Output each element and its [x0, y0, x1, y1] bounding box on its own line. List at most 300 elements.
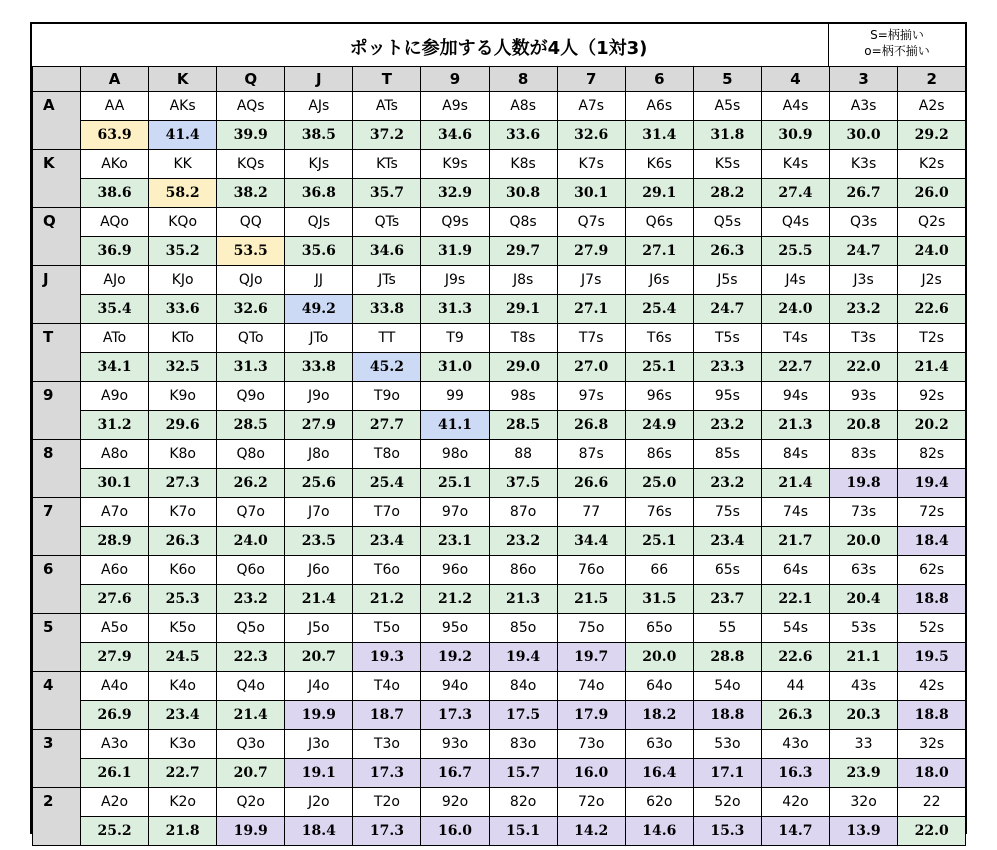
equity-value-cell: 31.2 [81, 411, 149, 440]
hand-cell: T7s [557, 324, 625, 353]
equity-value-cell: 19.8 [830, 469, 898, 498]
column-header-6: 6 [625, 67, 693, 92]
hand-cell: Q2s [898, 208, 966, 237]
equity-value-cell: 26.3 [149, 527, 217, 556]
hand-cell: 85o [489, 614, 557, 643]
hand-cell: Q2o [217, 788, 285, 817]
hand-cell: K4s [761, 150, 829, 179]
hand-cell: AJo [81, 266, 149, 295]
row-header-8: 8 [33, 440, 81, 498]
column-header-A: A [81, 67, 149, 92]
equity-value-cell: 27.1 [557, 295, 625, 324]
hand-cell: 74s [761, 498, 829, 527]
equity-value-cell: 16.4 [625, 759, 693, 788]
row-header-Q: Q [33, 208, 81, 266]
equity-value-cell: 23.3 [693, 353, 761, 382]
hand-cell: 94s [761, 382, 829, 411]
hand-cell: T2s [898, 324, 966, 353]
hand-cell: 92s [898, 382, 966, 411]
hand-cell: Q8o [217, 440, 285, 469]
equity-value-cell: 30.9 [761, 121, 829, 150]
hand-cell: Q3o [217, 730, 285, 759]
hand-cell: A4o [81, 672, 149, 701]
hand-cell: AJs [285, 92, 353, 121]
hand-row-J [33, 266, 966, 295]
hand-cell: K2o [149, 788, 217, 817]
hand-row-Q [33, 208, 966, 237]
column-header-3: 3 [830, 67, 898, 92]
equity-value-cell: 22.0 [898, 817, 966, 846]
hand-cell: A3s [830, 92, 898, 121]
hand-row-A [33, 92, 966, 121]
equity-value-cell: 26.3 [761, 701, 829, 730]
hand-cell: J8o [285, 440, 353, 469]
equity-value-cell: 21.4 [285, 585, 353, 614]
hand-cell: 32s [898, 730, 966, 759]
hand-cell: J8s [489, 266, 557, 295]
equity-value-cell: 35.7 [353, 179, 421, 208]
hand-cell: 75o [557, 614, 625, 643]
hand-cell: KTo [149, 324, 217, 353]
hand-cell: K6o [149, 556, 217, 585]
hand-cell: 93o [421, 730, 489, 759]
equity-value-cell: 21.2 [421, 585, 489, 614]
equity-value-cell: 24.7 [693, 295, 761, 324]
equity-value-cell: 31.3 [421, 295, 489, 324]
hand-cell: J9o [285, 382, 353, 411]
hand-cell: J6s [625, 266, 693, 295]
hand-cell: K2s [898, 150, 966, 179]
equity-value-cell: 22.1 [761, 585, 829, 614]
equity-value-cell: 17.3 [421, 701, 489, 730]
value-row-T [33, 353, 966, 382]
row-header-K: K [33, 150, 81, 208]
equity-value-cell: 14.6 [625, 817, 693, 846]
hand-cell: T7o [353, 498, 421, 527]
hand-cell: Q7s [557, 208, 625, 237]
hand-cell: T3s [830, 324, 898, 353]
legend-offsuit: o=柄不揃い [864, 44, 930, 58]
equity-value-cell: 22.3 [217, 643, 285, 672]
equity-value-cell: 31.4 [625, 121, 693, 150]
equity-value-cell: 23.4 [353, 527, 421, 556]
hand-cell: A4s [761, 92, 829, 121]
equity-value-cell: 26.9 [81, 701, 149, 730]
hand-row-5 [33, 614, 966, 643]
equity-value-cell: 24.5 [149, 643, 217, 672]
hand-cell: A6s [625, 92, 693, 121]
equity-value-cell: 22.7 [149, 759, 217, 788]
hand-cell: A5s [693, 92, 761, 121]
equity-value-cell: 23.2 [217, 585, 285, 614]
equity-value-cell: 23.2 [489, 527, 557, 556]
hand-cell: 84o [489, 672, 557, 701]
equity-value-cell: 19.3 [353, 643, 421, 672]
equity-value-cell: 19.4 [898, 469, 966, 498]
equity-value-cell: 15.7 [489, 759, 557, 788]
equity-value-cell: 27.0 [557, 353, 625, 382]
equity-value-cell: 21.3 [761, 411, 829, 440]
hand-cell: T9o [353, 382, 421, 411]
hand-cell: T5s [693, 324, 761, 353]
equity-value-cell: 21.4 [217, 701, 285, 730]
hand-cell: 93s [830, 382, 898, 411]
row-header-9: 9 [33, 382, 81, 440]
title-row [32, 24, 965, 68]
equity-value-cell: 27.7 [353, 411, 421, 440]
equity-value-cell: 20.3 [830, 701, 898, 730]
hand-cell: K3s [830, 150, 898, 179]
equity-value-cell: 58.2 [149, 179, 217, 208]
equity-value-cell: 20.7 [217, 759, 285, 788]
equity-value-cell: 16.0 [557, 759, 625, 788]
hand-cell: AQs [217, 92, 285, 121]
hand-cell: 63s [830, 556, 898, 585]
hand-cell: A6o [81, 556, 149, 585]
hand-cell: 32o [830, 788, 898, 817]
equity-value-cell: 41.1 [421, 411, 489, 440]
row-header-3: 3 [33, 730, 81, 788]
equity-value-cell: 17.9 [557, 701, 625, 730]
hand-cell: T8s [489, 324, 557, 353]
hand-cell: Q6s [625, 208, 693, 237]
value-row-3 [33, 759, 966, 788]
equity-value-cell: 23.4 [693, 527, 761, 556]
equity-value-cell: 27.1 [625, 237, 693, 266]
hand-cell: QQ [217, 208, 285, 237]
equity-value-cell: 30.1 [81, 469, 149, 498]
hand-cell: 53o [693, 730, 761, 759]
column-header-K: K [149, 67, 217, 92]
equity-value-cell: 22.6 [898, 295, 966, 324]
equity-value-cell: 41.4 [149, 121, 217, 150]
hand-cell: A2o [81, 788, 149, 817]
hand-cell: 55 [693, 614, 761, 643]
column-header-row [33, 67, 966, 92]
equity-value-cell: 19.9 [285, 701, 353, 730]
column-header-8: 8 [489, 67, 557, 92]
equity-value-cell: 27.9 [81, 643, 149, 672]
hand-cell: J9s [421, 266, 489, 295]
hand-cell: 77 [557, 498, 625, 527]
equity-value-cell: 29.1 [489, 295, 557, 324]
equity-value-cell: 21.8 [149, 817, 217, 846]
hand-cell: 84s [761, 440, 829, 469]
equity-value-cell: 27.9 [557, 237, 625, 266]
equity-value-cell: 29.7 [489, 237, 557, 266]
equity-value-cell: 28.9 [81, 527, 149, 556]
hand-cell: 62o [625, 788, 693, 817]
hand-cell: A8o [81, 440, 149, 469]
hand-cell: K5s [693, 150, 761, 179]
equity-value-cell: 13.9 [830, 817, 898, 846]
value-row-Q [33, 237, 966, 266]
equity-value-cell: 22.7 [761, 353, 829, 382]
equity-value-cell: 21.4 [898, 353, 966, 382]
equity-value-cell: 26.3 [693, 237, 761, 266]
hand-row-7 [33, 498, 966, 527]
equity-value-cell: 25.2 [81, 817, 149, 846]
hand-cell: 99 [421, 382, 489, 411]
hand-row-6 [33, 556, 966, 585]
hand-cell: T4s [761, 324, 829, 353]
hand-cell: K3o [149, 730, 217, 759]
hand-cell: T6s [625, 324, 693, 353]
equity-value-cell: 20.8 [830, 411, 898, 440]
hand-cell: J5o [285, 614, 353, 643]
hand-cell: QTs [353, 208, 421, 237]
equity-value-cell: 23.2 [693, 469, 761, 498]
equity-value-cell: 17.5 [489, 701, 557, 730]
row-header-A: A [33, 92, 81, 150]
column-header-7: 7 [557, 67, 625, 92]
hand-cell: Q4s [761, 208, 829, 237]
equity-value-cell: 23.2 [693, 411, 761, 440]
hand-cell: K7s [557, 150, 625, 179]
equity-value-cell: 38.6 [81, 179, 149, 208]
hand-cell: 86s [625, 440, 693, 469]
equity-value-cell: 63.9 [81, 121, 149, 150]
hand-cell: 95s [693, 382, 761, 411]
value-row-9 [33, 411, 966, 440]
equity-value-cell: 39.9 [217, 121, 285, 150]
legend-suited: S=柄揃い [870, 28, 924, 42]
hand-cell: 52s [898, 614, 966, 643]
equity-value-cell: 38.2 [217, 179, 285, 208]
hand-cell: J2o [285, 788, 353, 817]
equity-value-cell: 26.6 [557, 469, 625, 498]
hand-cell: QJs [285, 208, 353, 237]
equity-value-cell: 25.1 [625, 527, 693, 556]
hand-row-3 [33, 730, 966, 759]
hand-cell: JTs [353, 266, 421, 295]
equity-value-cell: 30.0 [830, 121, 898, 150]
equity-value-cell: 16.3 [761, 759, 829, 788]
hand-cell: AKo [81, 150, 149, 179]
equity-value-cell: 32.9 [421, 179, 489, 208]
value-row-6 [33, 585, 966, 614]
equity-value-cell: 19.1 [285, 759, 353, 788]
equity-value-cell: 31.9 [421, 237, 489, 266]
hand-cell: Q5s [693, 208, 761, 237]
range-chart-frame [30, 22, 967, 839]
equity-value-cell: 14.7 [761, 817, 829, 846]
equity-value-cell: 33.8 [353, 295, 421, 324]
hand-range-table [32, 66, 966, 846]
equity-value-cell: 16.0 [421, 817, 489, 846]
equity-value-cell: 17.1 [693, 759, 761, 788]
equity-value-cell: 25.6 [285, 469, 353, 498]
value-row-K [33, 179, 966, 208]
equity-value-cell: 15.3 [693, 817, 761, 846]
equity-value-cell: 24.0 [761, 295, 829, 324]
hand-cell: K5o [149, 614, 217, 643]
hand-cell: K8s [489, 150, 557, 179]
equity-value-cell: 25.1 [421, 469, 489, 498]
hand-cell: 65o [625, 614, 693, 643]
hand-cell: QTo [217, 324, 285, 353]
hand-cell: K7o [149, 498, 217, 527]
equity-value-cell: 17.3 [353, 817, 421, 846]
hand-cell: Q5o [217, 614, 285, 643]
equity-value-cell: 27.9 [285, 411, 353, 440]
hand-cell: KJo [149, 266, 217, 295]
hand-cell: 94o [421, 672, 489, 701]
equity-value-cell: 28.5 [217, 411, 285, 440]
equity-value-cell: 35.4 [81, 295, 149, 324]
hand-cell: 42o [761, 788, 829, 817]
value-row-J [33, 295, 966, 324]
hand-cell: 82s [898, 440, 966, 469]
hand-cell: 97s [557, 382, 625, 411]
legend [828, 24, 965, 66]
equity-value-cell: 19.4 [489, 643, 557, 672]
hand-cell: 72o [557, 788, 625, 817]
equity-value-cell: 21.7 [761, 527, 829, 556]
equity-value-cell: 36.8 [285, 179, 353, 208]
equity-value-cell: 19.5 [898, 643, 966, 672]
hand-cell: J7s [557, 266, 625, 295]
hand-cell: 95o [421, 614, 489, 643]
column-header-9: 9 [421, 67, 489, 92]
hand-cell: A5o [81, 614, 149, 643]
row-header-J: J [33, 266, 81, 324]
equity-value-cell: 34.4 [557, 527, 625, 556]
hand-cell: A2s [898, 92, 966, 121]
hand-row-4 [33, 672, 966, 701]
equity-value-cell: 35.6 [285, 237, 353, 266]
hand-cell: K4o [149, 672, 217, 701]
hand-cell: 42s [898, 672, 966, 701]
equity-value-cell: 26.2 [217, 469, 285, 498]
equity-value-cell: 21.5 [557, 585, 625, 614]
equity-value-cell: 25.3 [149, 585, 217, 614]
equity-value-cell: 26.1 [81, 759, 149, 788]
equity-value-cell: 29.6 [149, 411, 217, 440]
hand-cell: J6o [285, 556, 353, 585]
hand-cell: J5s [693, 266, 761, 295]
equity-value-cell: 26.8 [557, 411, 625, 440]
equity-value-cell: 15.1 [489, 817, 557, 846]
hand-cell: T8o [353, 440, 421, 469]
hand-cell: 63o [625, 730, 693, 759]
column-header-T: T [353, 67, 421, 92]
hand-cell: T5o [353, 614, 421, 643]
equity-value-cell: 20.7 [285, 643, 353, 672]
hand-row-2 [33, 788, 966, 817]
hand-cell: T2o [353, 788, 421, 817]
value-row-2 [33, 817, 966, 846]
equity-value-cell: 35.2 [149, 237, 217, 266]
row-header-6: 6 [33, 556, 81, 614]
equity-value-cell: 18.8 [693, 701, 761, 730]
hand-cell: 76o [557, 556, 625, 585]
column-header-2: 2 [898, 67, 966, 92]
equity-value-cell: 17.3 [353, 759, 421, 788]
equity-value-cell: 32.6 [217, 295, 285, 324]
hand-cell: 88 [489, 440, 557, 469]
equity-value-cell: 31.5 [625, 585, 693, 614]
hand-cell: T3o [353, 730, 421, 759]
hand-cell: J3s [830, 266, 898, 295]
equity-value-cell: 20.0 [625, 643, 693, 672]
equity-value-cell: 18.0 [898, 759, 966, 788]
equity-value-cell: 31.0 [421, 353, 489, 382]
hand-cell: K8o [149, 440, 217, 469]
hand-row-8 [33, 440, 966, 469]
hand-cell: 65s [693, 556, 761, 585]
hand-cell: 96s [625, 382, 693, 411]
hand-cell: T4o [353, 672, 421, 701]
equity-value-cell: 21.1 [830, 643, 898, 672]
equity-value-cell: 37.5 [489, 469, 557, 498]
equity-value-cell: 38.5 [285, 121, 353, 150]
equity-value-cell: 18.2 [625, 701, 693, 730]
hand-cell: 83o [489, 730, 557, 759]
hand-cell: Q4o [217, 672, 285, 701]
equity-value-cell: 14.2 [557, 817, 625, 846]
equity-value-cell: 24.0 [217, 527, 285, 556]
equity-value-cell: 21.2 [353, 585, 421, 614]
column-header-5: 5 [693, 67, 761, 92]
equity-value-cell: 53.5 [217, 237, 285, 266]
hand-cell: 85s [693, 440, 761, 469]
equity-value-cell: 25.4 [353, 469, 421, 498]
hand-cell: 92o [421, 788, 489, 817]
equity-value-cell: 19.7 [557, 643, 625, 672]
equity-value-cell: 36.9 [81, 237, 149, 266]
hand-cell: K9s [421, 150, 489, 179]
hand-cell: 87s [557, 440, 625, 469]
hand-cell: J2s [898, 266, 966, 295]
hand-cell: T9 [421, 324, 489, 353]
hand-cell: Q6o [217, 556, 285, 585]
hand-cell: AKs [149, 92, 217, 121]
equity-value-cell: 24.0 [898, 237, 966, 266]
hand-cell: Q9o [217, 382, 285, 411]
hand-cell: 62s [898, 556, 966, 585]
hand-cell: T6o [353, 556, 421, 585]
equity-value-cell: 18.4 [285, 817, 353, 846]
hand-cell: 96o [421, 556, 489, 585]
equity-value-cell: 18.4 [898, 527, 966, 556]
hand-cell: ATs [353, 92, 421, 121]
hand-cell: ATo [81, 324, 149, 353]
equity-value-cell: 25.1 [625, 353, 693, 382]
equity-value-cell: 21.3 [489, 585, 557, 614]
hand-cell: 74o [557, 672, 625, 701]
hand-cell: A8s [489, 92, 557, 121]
hand-cell: A3o [81, 730, 149, 759]
hand-cell: 76s [625, 498, 693, 527]
equity-value-cell: 27.4 [761, 179, 829, 208]
equity-value-cell: 29.0 [489, 353, 557, 382]
hand-cell: J4s [761, 266, 829, 295]
equity-value-cell: 31.3 [217, 353, 285, 382]
equity-value-cell: 25.5 [761, 237, 829, 266]
value-row-8 [33, 469, 966, 498]
equity-value-cell: 33.6 [149, 295, 217, 324]
hand-cell: 75s [693, 498, 761, 527]
equity-value-cell: 23.5 [285, 527, 353, 556]
hand-cell: A7s [557, 92, 625, 121]
hand-cell: J7o [285, 498, 353, 527]
equity-value-cell: 20.4 [830, 585, 898, 614]
hand-cell: JTo [285, 324, 353, 353]
hand-cell: 54o [693, 672, 761, 701]
equity-value-cell: 30.8 [489, 179, 557, 208]
hand-cell: Q8s [489, 208, 557, 237]
